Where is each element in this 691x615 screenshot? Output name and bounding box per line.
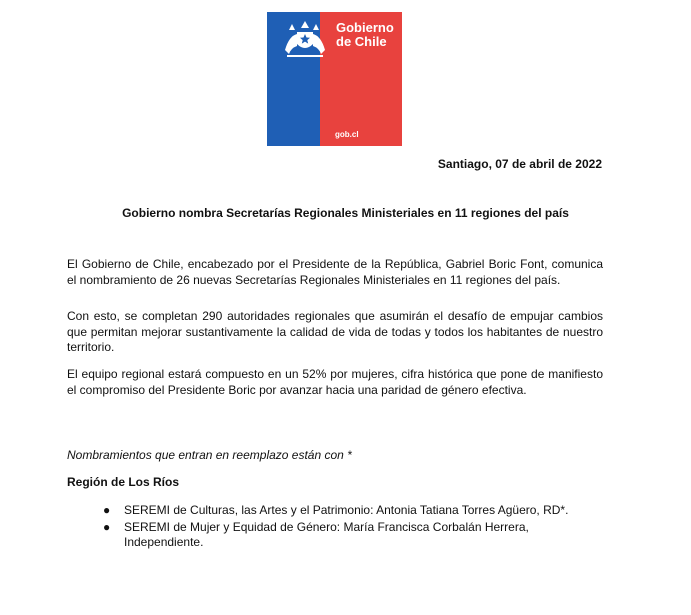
paragraph-gender-parity: El equipo regional estará compuesto en un 52% por mujeres, cifra histórica que pone de manifiesto el compromiso del Presidente Boric por avanzar hacia una paridad de género efectiva.: [67, 367, 603, 397]
paragraph-authorities: Con esto, se completan 290 autoridades regionales que asumirán el desafío de empujar cambios que permitan mejorar sustantivamente la calidad de vida de todas y todos los habitantes de nuestro territorio.: [67, 309, 603, 354]
list-item: [103, 520, 603, 551]
region-heading: Región de Los Ríos: [67, 475, 180, 489]
paragraph-intro: El Gobierno de Chile, encabezado por el Presidente de la República, Gabriel Boric Font, comunica el nombramiento de 26 nuevas Secretarías Regionales Ministeriales en 11 regiones del país.: [67, 257, 603, 287]
gobierno-de-chile-logo: [267, 12, 402, 146]
appointments-list: [103, 503, 603, 552]
bullet-icon: ●: [103, 503, 111, 517]
logo-url: gob.cl: [335, 130, 359, 139]
appointment-text: SEREMI de Culturas, las Artes y el Patrimonio: Antonia Tatiana Torres Agüero, RD*.: [124, 503, 569, 517]
bullet-icon: ●: [103, 519, 111, 534]
appointment-text: SEREMI de Mujer y Equidad de Género: María Francisca Corbalán Herrera, Independiente.: [124, 519, 529, 549]
replacement-note: Nombramientos que entran en reemplazo están con *: [67, 448, 352, 462]
press-release-headline: Gobierno nombra Secretarías Regionales Ministeriales en 11 regiones del país: [122, 206, 569, 220]
logo-name: Gobierno de Chile: [336, 20, 394, 49]
press-release-date: Santiago, 07 de abril de 2022: [437, 157, 602, 171]
list-item: [103, 503, 603, 519]
chile-coat-of-arms-icon: [277, 20, 333, 60]
